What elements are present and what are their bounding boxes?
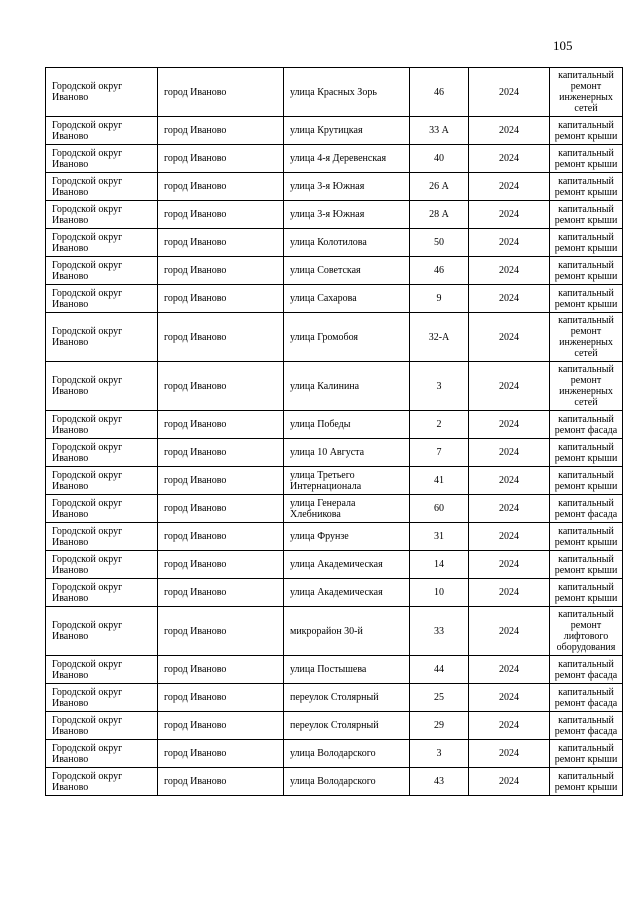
okrug-cell: Городской округ Иваново [46, 362, 158, 411]
work-cell: капитальный ремонт крыши [550, 740, 623, 768]
house-cell: 46 [410, 257, 469, 285]
street-cell: переулок Столярный [284, 684, 410, 712]
street-cell: улица 3-я Южная [284, 173, 410, 201]
table-row [46, 768, 623, 796]
okrug-cell: Городской округ Иваново [46, 117, 158, 145]
year-cell: 2024 [469, 117, 550, 145]
okrug-cell: Городской округ Иваново [46, 285, 158, 313]
city-cell: город Иваново [158, 607, 284, 656]
table-row [46, 411, 623, 439]
year-cell: 2024 [469, 313, 550, 362]
table-row [46, 173, 623, 201]
city-cell: город Иваново [158, 229, 284, 257]
house-cell: 40 [410, 145, 469, 173]
city-cell: город Иваново [158, 523, 284, 551]
year-cell: 2024 [469, 257, 550, 285]
city-cell: город Иваново [158, 68, 284, 117]
repair-table [45, 67, 623, 796]
street-cell: улица Победы [284, 411, 410, 439]
okrug-cell: Городской округ Иваново [46, 173, 158, 201]
okrug-cell: Городской округ Иваново [46, 145, 158, 173]
street-cell: улица Фрунзе [284, 523, 410, 551]
house-cell: 50 [410, 229, 469, 257]
okrug-cell: Городской округ Иваново [46, 712, 158, 740]
work-cell: капитальный ремонт лифтового оборудования [550, 607, 623, 656]
city-cell: город Иваново [158, 712, 284, 740]
city-cell: город Иваново [158, 362, 284, 411]
street-cell: улица 3-я Южная [284, 201, 410, 229]
year-cell: 2024 [469, 495, 550, 523]
house-cell: 33 А [410, 117, 469, 145]
street-cell: улица Академическая [284, 551, 410, 579]
house-cell: 44 [410, 656, 469, 684]
house-cell: 10 [410, 579, 469, 607]
year-cell: 2024 [469, 439, 550, 467]
street-cell: улица Академическая [284, 579, 410, 607]
street-cell: улица Постышева [284, 656, 410, 684]
table-row [46, 229, 623, 257]
street-cell: улица Советская [284, 257, 410, 285]
city-cell: город Иваново [158, 467, 284, 495]
city-cell: город Иваново [158, 313, 284, 362]
year-cell: 2024 [469, 523, 550, 551]
street-cell: улица Генерала Хлебникова [284, 495, 410, 523]
house-cell: 41 [410, 467, 469, 495]
page-number: 105 [553, 38, 573, 53]
okrug-cell: Городской округ Иваново [46, 740, 158, 768]
work-cell: капитальный ремонт крыши [550, 229, 623, 257]
okrug-cell: Городской округ Иваново [46, 768, 158, 796]
year-cell: 2024 [469, 656, 550, 684]
city-cell: город Иваново [158, 495, 284, 523]
okrug-cell: Городской округ Иваново [46, 439, 158, 467]
city-cell: город Иваново [158, 285, 284, 313]
year-cell: 2024 [469, 201, 550, 229]
year-cell: 2024 [469, 68, 550, 117]
year-cell: 2024 [469, 684, 550, 712]
city-cell: город Иваново [158, 740, 284, 768]
year-cell: 2024 [469, 173, 550, 201]
house-cell: 25 [410, 684, 469, 712]
work-cell: капитальный ремонт фасада [550, 411, 623, 439]
street-cell: улица 10 Августа [284, 439, 410, 467]
house-cell: 3 [410, 362, 469, 411]
table-row [46, 68, 623, 117]
okrug-cell: Городской округ Иваново [46, 579, 158, 607]
house-cell: 43 [410, 768, 469, 796]
year-cell: 2024 [469, 285, 550, 313]
street-cell: улица Третьего Интернационала [284, 467, 410, 495]
table-row [46, 257, 623, 285]
house-cell: 2 [410, 411, 469, 439]
table-row [46, 201, 623, 229]
year-cell: 2024 [469, 607, 550, 656]
house-cell: 60 [410, 495, 469, 523]
table-row [46, 145, 623, 173]
house-cell: 26 А [410, 173, 469, 201]
house-cell: 9 [410, 285, 469, 313]
work-cell: капитальный ремонт крыши [550, 201, 623, 229]
street-cell: улица 4-я Деревенская [284, 145, 410, 173]
work-cell: капитальный ремонт инженерных сетей [550, 68, 623, 117]
okrug-cell: Городской округ Иваново [46, 313, 158, 362]
work-cell: капитальный ремонт крыши [550, 257, 623, 285]
work-cell: капитальный ремонт крыши [550, 768, 623, 796]
work-cell: капитальный ремонт крыши [550, 551, 623, 579]
okrug-cell: Городской округ Иваново [46, 523, 158, 551]
city-cell: город Иваново [158, 656, 284, 684]
work-cell: капитальный ремонт фасада [550, 495, 623, 523]
table-row [46, 684, 623, 712]
work-cell: капитальный ремонт крыши [550, 467, 623, 495]
okrug-cell: Городской округ Иваново [46, 257, 158, 285]
city-cell: город Иваново [158, 684, 284, 712]
city-cell: город Иваново [158, 411, 284, 439]
year-cell: 2024 [469, 712, 550, 740]
table-row [46, 285, 623, 313]
okrug-cell: Городской округ Иваново [46, 684, 158, 712]
street-cell: переулок Столярный [284, 712, 410, 740]
house-cell: 31 [410, 523, 469, 551]
house-cell: 46 [410, 68, 469, 117]
table-row [46, 523, 623, 551]
work-cell: капитальный ремонт крыши [550, 579, 623, 607]
work-cell: капитальный ремонт фасада [550, 684, 623, 712]
city-cell: город Иваново [158, 117, 284, 145]
house-cell: 28 А [410, 201, 469, 229]
table-row [46, 579, 623, 607]
table-row [46, 656, 623, 684]
city-cell: город Иваново [158, 551, 284, 579]
street-cell: улица Володарского [284, 768, 410, 796]
work-cell: капитальный ремонт фасада [550, 656, 623, 684]
okrug-cell: Городской округ Иваново [46, 229, 158, 257]
year-cell: 2024 [469, 145, 550, 173]
work-cell: капитальный ремонт крыши [550, 145, 623, 173]
year-cell: 2024 [469, 229, 550, 257]
okrug-cell: Городской округ Иваново [46, 467, 158, 495]
table-row [46, 551, 623, 579]
okrug-cell: Городской округ Иваново [46, 201, 158, 229]
house-cell: 7 [410, 439, 469, 467]
year-cell: 2024 [469, 579, 550, 607]
okrug-cell: Городской округ Иваново [46, 607, 158, 656]
street-cell: улица Крутицкая [284, 117, 410, 145]
street-cell: микрорайон 30-й [284, 607, 410, 656]
work-cell: капитальный ремонт крыши [550, 523, 623, 551]
street-cell: улица Колотилова [284, 229, 410, 257]
street-cell: улица Калинина [284, 362, 410, 411]
work-cell: капитальный ремонт крыши [550, 285, 623, 313]
work-cell: капитальный ремонт крыши [550, 439, 623, 467]
house-cell: 3 [410, 740, 469, 768]
okrug-cell: Городской округ Иваново [46, 656, 158, 684]
house-cell: 32-А [410, 313, 469, 362]
work-cell: капитальный ремонт фасада [550, 712, 623, 740]
city-cell: город Иваново [158, 257, 284, 285]
house-cell: 29 [410, 712, 469, 740]
year-cell: 2024 [469, 740, 550, 768]
street-cell: улица Володарского [284, 740, 410, 768]
city-cell: город Иваново [158, 579, 284, 607]
table-row [46, 439, 623, 467]
table-row [46, 495, 623, 523]
house-cell: 33 [410, 607, 469, 656]
okrug-cell: Городской округ Иваново [46, 68, 158, 117]
city-cell: город Иваново [158, 173, 284, 201]
year-cell: 2024 [469, 362, 550, 411]
work-cell: капитальный ремонт крыши [550, 173, 623, 201]
city-cell: город Иваново [158, 201, 284, 229]
table-row [46, 313, 623, 362]
street-cell: улица Красных Зорь [284, 68, 410, 117]
work-cell: капитальный ремонт инженерных сетей [550, 362, 623, 411]
street-cell: улица Громобоя [284, 313, 410, 362]
year-cell: 2024 [469, 467, 550, 495]
okrug-cell: Городской округ Иваново [46, 551, 158, 579]
street-cell: улица Сахарова [284, 285, 410, 313]
city-cell: город Иваново [158, 768, 284, 796]
city-cell: город Иваново [158, 439, 284, 467]
okrug-cell: Городской округ Иваново [46, 411, 158, 439]
table-row [46, 712, 623, 740]
table-row [46, 467, 623, 495]
table-row [46, 117, 623, 145]
city-cell: город Иваново [158, 145, 284, 173]
table-row [46, 740, 623, 768]
year-cell: 2024 [469, 411, 550, 439]
house-cell: 14 [410, 551, 469, 579]
table-row [46, 362, 623, 411]
okrug-cell: Городской округ Иваново [46, 495, 158, 523]
work-cell: капитальный ремонт крыши [550, 117, 623, 145]
work-cell: капитальный ремонт инженерных сетей [550, 313, 623, 362]
year-cell: 2024 [469, 768, 550, 796]
table-row [46, 607, 623, 656]
year-cell: 2024 [469, 551, 550, 579]
